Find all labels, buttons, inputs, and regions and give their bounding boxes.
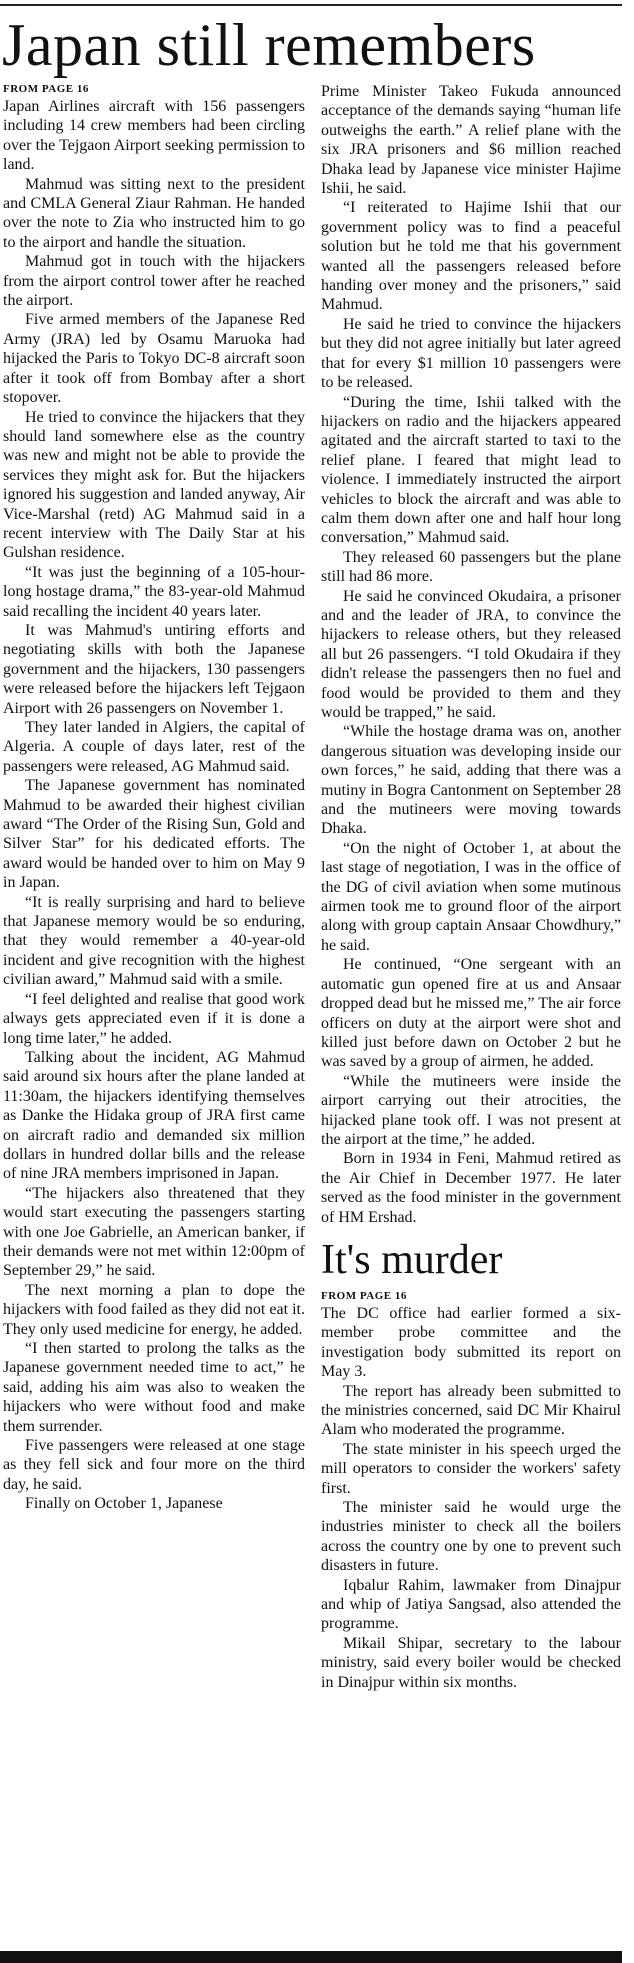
top-rule bbox=[0, 4, 622, 6]
paragraph: Five passengers were released at one stage as they fell sick and four more on the third day, he said. bbox=[3, 1437, 305, 1493]
paragraph: He continued, “One sergeant with an automatic gun opened fire at us and Ansaar dropped dead but he missed me,” The air force officers on duty at the airport were shot and killed just before dawn on October 2 but he was saved by a group of airmen, he added. bbox=[321, 956, 621, 1071]
headline: Japan still remembers bbox=[2, 12, 536, 78]
paragraph: “It was just the beginning of a 105-hour-long hostage drama,” the 83-year-old Mahmud said recalling the incident 40 years later. bbox=[3, 563, 305, 620]
paragraph: “It is really surprising and hard to believe that Japanese memory would be so enduring, that they would remember a 40-year-old incident and give recognition with the highest civilian award,” Mahmud said with a smile. bbox=[3, 893, 305, 989]
second-headline: It's murder bbox=[321, 1236, 503, 1283]
paragraph: The report has already been submitted to the ministries concerned, said DC Mir Khairul Alam who moderated the programme. bbox=[321, 1382, 621, 1439]
paragraph: The state minister in his speech urged the mill operators to consider the workers' safety first. bbox=[321, 1440, 621, 1497]
paragraph: Five armed members of the Japanese Red Army (JRA) led by Osamu Maruoka had hijacked the Paris to Tokyo DC-8 aircraft soon after it took off from Bombay after a short stopover. bbox=[3, 311, 305, 407]
paragraph: The Japanese government has nominated Mahmud to be awarded their highest civilian award “The Order of the Rising Sun, Gold and Silver Star” for his dedicated efforts. The award would be handed over to him on May 9 in Japan. bbox=[3, 777, 305, 892]
paragraph: “While the mutineers were inside the airport carrying out their atrocities, the hijacked plane took off. I was not present at the airport at the time,” he added. bbox=[321, 1072, 621, 1148]
paragraph: Iqbalur Rahim, lawmaker from Dinajpur and whip of Jatiya Sangsad, also attended the programme. bbox=[321, 1576, 621, 1633]
paragraph: They later landed in Algiers, the capital of Algeria. A couple of days later, rest of the passengers were released, AG Mahmud said. bbox=[3, 719, 305, 775]
paragraph: Talking about the incident, AG Mahmud said around six hours after the plane landed at 11:30am, the hijackers identifying themselves as Danke the Hidaka group of JRA first came on aircraft radio and demanded six million dollars in hundred dollar bills and the release of nine JRA members imprisoned in Japan. bbox=[3, 1048, 305, 1183]
from-page-label: FROM PAGE 16 bbox=[3, 83, 89, 95]
paragraph: “I reiterated to Hajime Ishii that our government policy was to find a peaceful solution but he told me that his government wanted all the passengers released before handing over money and the prisoners,” said Mahmud. bbox=[321, 199, 621, 314]
article-column-left bbox=[3, 82, 305, 1514]
paragraph: He said he tried to convince the hijackers but they did not agree initially but later agreed that for every $1 million 10 passengers were to be released. bbox=[321, 315, 621, 392]
paragraph: “During the time, Ishii talked with the hijackers on radio and the hijackers appeared agitated and the aircraft started to taxi to the relief plane. I feared that might lead to violence. I immediately instructed the airport vehicles to block the aircraft and was able to calm them down after one and half hour long conversation,” Mahmud said. bbox=[321, 393, 621, 547]
paragraph: “I feel delighted and realise that good work always gets appreciated even if it is done a long time later,” he added. bbox=[3, 990, 305, 1047]
bottom-rule bbox=[0, 1951, 622, 1963]
paragraph: They released 60 passengers but the plane still had 86 more. bbox=[321, 548, 621, 586]
paragraph: The minister said he would urge the industries minister to check all the boilers across the country one by one to prevent such disasters in future. bbox=[321, 1499, 621, 1575]
paragraph: Born in 1934 in Feni, Mahmud retired as the Air Chief in December 1977. He later served as the food minister in the government of HM Ershad. bbox=[321, 1150, 621, 1226]
article-column-right bbox=[321, 82, 621, 1692]
paragraph-continued: Prime Minister Takeo Fukuda announced acceptance of the demands saying “human life outweighs the earth.” A relief plane with the six JRA prisoners and $6 million reached Dhaka lead by Japanese vice minister Hajime Ishii, he said. bbox=[321, 83, 621, 198]
paragraph: Mikail Shipar, secretary to the labour ministry, said every boiler would be checked in Dinajpur within six months. bbox=[321, 1634, 621, 1691]
paragraph: It was Mahmud's untiring efforts and negotiating skills with both the Japanese government and the hijackers, 130 passengers were released before the hijackers left Tejgaon Airport with 26 passengers on November 1. bbox=[3, 621, 305, 717]
from-page-label: FROM PAGE 16 bbox=[321, 1289, 407, 1302]
paragraph: The next morning a plan to dope the hijackers with food failed as they did not eat it. They only used medicine for energy, he added. bbox=[3, 1281, 305, 1338]
paragraph: Mahmud was sitting next to the president and CMLA General Ziaur Rahman. He handed over the note to Zia who instructed him to go to the airport and handle the situation. bbox=[3, 175, 305, 251]
paragraph: “On the night of October 1, at about the last stage of negotiation, I was in the office of the DG of civil aviation when some mutinous airmen took me to ground floor of the airport along with group captain Ansaar Chowdhury,” he said. bbox=[321, 839, 621, 954]
paragraph: Finally on October 1, Japanese bbox=[25, 1495, 223, 1513]
paragraph: “While the hostage drama was on, another dangerous situation was developing inside our own forces,” he said, adding that there was a mutiny in Bogra Cantonment on September 28 and the mutineers were moving towards Dhaka. bbox=[321, 723, 621, 838]
paragraph: Japan Airlines aircraft with 156 passengers including 14 crew members had been circling over the Tejgaon Airport seeking permission to land. bbox=[3, 98, 305, 174]
paragraph: The DC office had earlier formed a six-member probe committee and the investigation body submitted its report on May 3. bbox=[321, 1304, 621, 1381]
paragraph: “I then started to prolong the talks as the Japanese government needed time to act,” he said, adding his aim was also to weaken the hijackers who were without food and make them surrender. bbox=[3, 1340, 305, 1435]
paragraph: He said he convinced Okudaira, a prisoner and and the leader of JRA, to convince the hijackers to release others, but they released all but 26 passengers. “I told Okudaira if they didn't release the passengers then no fuel and food would be provided to them and they would be trapped,” he said. bbox=[321, 587, 621, 721]
paragraph: He tried to convince the hijackers that they should land somewhere else as the country was new and might not be able to provide the services they might ask for. But the hijackers ignored his suggestion and landed anyway, Air Vice-Marshal (retd) AG Mahmud said in a recent interview with The Daily Star at his Gulshan residence. bbox=[3, 408, 305, 562]
paragraph: “The hijackers also threatened that they would start executing the passengers starting with one Joe Gabrielle, an American banker, if their demands were not met within 12:00pm of September 29,” he said. bbox=[3, 1184, 305, 1280]
paragraph: Mahmud got in touch with the hijackers from the airport control tower after he reached the airport. bbox=[3, 253, 305, 310]
